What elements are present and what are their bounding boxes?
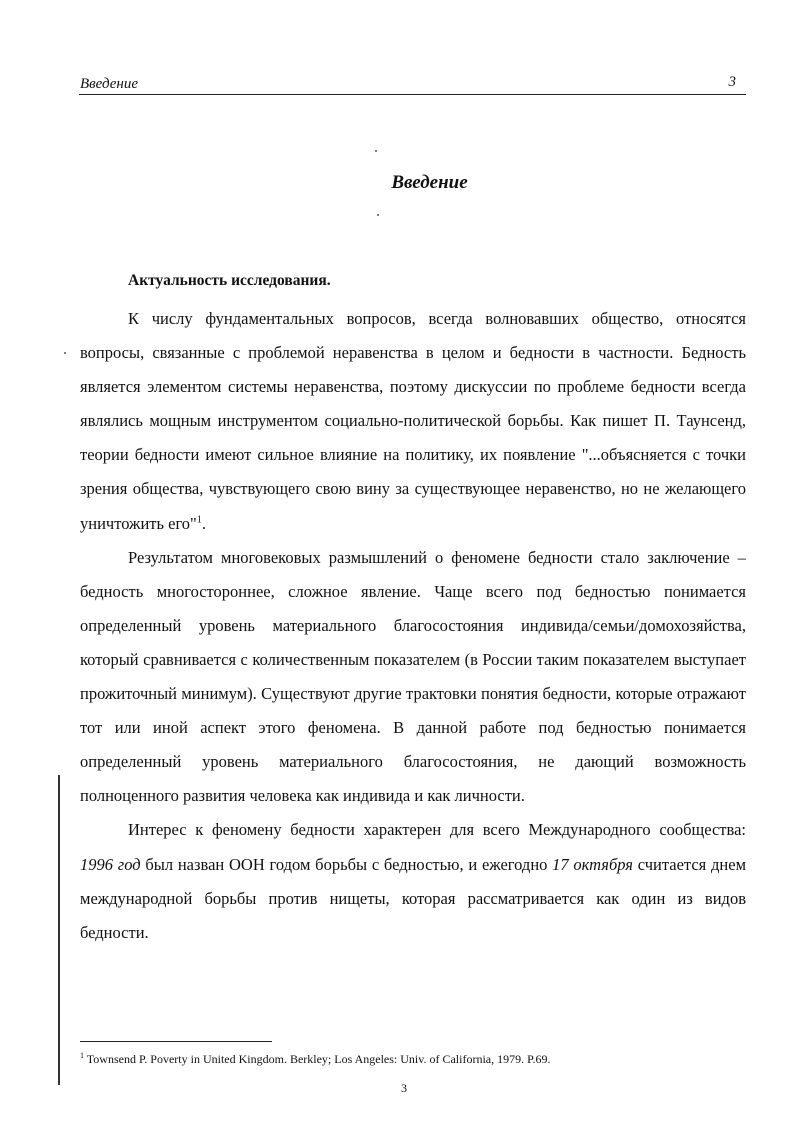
footnote-reference: 1: [196, 514, 202, 526]
running-header-title: Введение: [80, 76, 138, 92]
footnote-separator: [80, 1041, 272, 1042]
paragraph-3-part-b: был назван ООН годом борьбы с бедностью, и ежегодно: [140, 854, 553, 874]
running-header-page-number: 3: [728, 74, 736, 90]
section-heading: Актуальность исследования.: [128, 272, 331, 289]
chapter-title: Введение: [391, 172, 468, 193]
paragraph-1: [80, 302, 746, 541]
scan-speck: [375, 150, 377, 152]
paragraph-3-date: 17 октября: [552, 854, 633, 874]
paragraph-3: [80, 813, 746, 949]
scan-speck: [64, 352, 66, 354]
footnote-marker: 1: [80, 1051, 84, 1060]
paragraph-1-text: К числу фундаментальных вопросов, всегда волновавших общество, относятся вопросы, связанные с проблемой неравенства в целом и бедности в частности. Бедность является элементом системы неравенства, поэтому дискуссии по проблеме бедности всегда являлись мощным инструментом социально-политической борьбы. Как пишет П. Таунсенд, теории бедности имеют сильное влияние на политику, их появление "...объясняется с точки зрения общества, чувствующего свою вину за существующее неравенство, но не желающего уничтожить его": [80, 309, 746, 533]
paragraph-3-year: 1996 год: [80, 854, 141, 874]
scan-margin-line: [58, 775, 60, 1085]
footnote-text: Townsend P. Poverty in United Kingdom. Berkley; Los Angeles: Univ. of California, 1979. P.69.: [84, 1052, 551, 1066]
paragraph-1-end: .: [201, 513, 206, 533]
page-number: 3: [401, 1081, 407, 1095]
footnote: [80, 1049, 746, 1066]
paragraph-2: Результатом многовековых размышлений о феномене бедности стало заключение – бедность многостороннее, сложное явление. Чаще всего под бедностью понимается определенный уровень материального благосостояния индивида/семьи/домохозяйства, который сравнивается с количественным показателем (в России таким показателем выступает прожиточный минимум). Существуют другие трактовки понятия бедности, которые отражают тот или иной аспект этого феномена. В данной работе под бедностью понимается определенный уровень материального благосостояния, не дающий возможность полноценного развития человека как индивида и как личности.: [80, 547, 746, 806]
body-text: [80, 302, 746, 950]
paragraph-3-part-a: Интерес к феномену бедности характерен для всего Международного сообщества:: [128, 820, 746, 840]
running-header: [79, 74, 746, 95]
paragraph-3-part-c: считается днем международной борьбы против нищеты, которая рассматривается как один из видов бедности.: [80, 854, 747, 942]
scan-speck: [377, 214, 379, 216]
